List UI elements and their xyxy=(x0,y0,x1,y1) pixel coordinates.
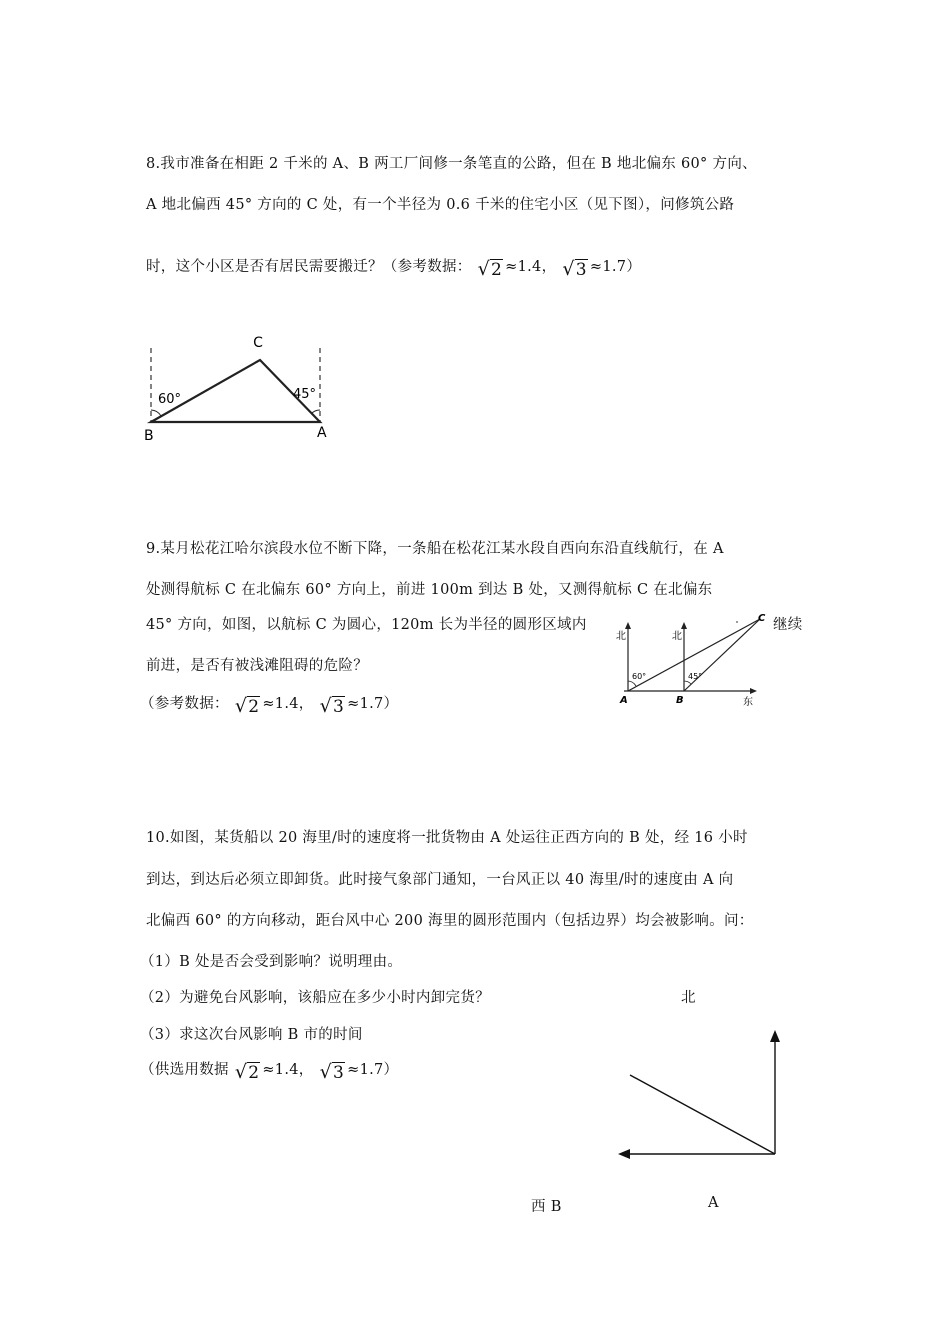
q8-angle-arc-b xyxy=(151,410,161,416)
q10-label-a: A xyxy=(708,1195,719,1211)
q9-approx-3: ≈1.7） xyxy=(347,696,399,712)
q9-north-arrow-a xyxy=(625,622,631,629)
q9-angle-a: 60° xyxy=(632,672,647,681)
q10-label-west-b: 西 B xyxy=(531,1199,562,1215)
sqrt-2-symbol: √2 xyxy=(234,695,260,717)
q9-angle-arc-b xyxy=(684,681,691,684)
sqrt-3-symbol: √3 xyxy=(319,1061,345,1083)
sqrt-2-symbol: √2 xyxy=(477,258,503,280)
q8-angle-a: 45° xyxy=(293,387,317,402)
q9-north-arrow-b xyxy=(681,622,687,629)
q9-east-label: 东 xyxy=(743,697,753,708)
q9-dot-c xyxy=(736,621,738,623)
q10-west-arrow xyxy=(618,1149,630,1159)
q9-line-3a: 45° 方向，如图，以航标 C 为圆心，120m 长为半径的圆形区域内 xyxy=(146,617,587,633)
sqrt-3-symbol: √3 xyxy=(319,695,345,717)
q10-line-3: 北偏西 60° 的方向移动，距台风中心 200 海里的圆形范围内（包括边界）均会被影响。问： xyxy=(146,913,754,929)
q9-angle-b: 45° xyxy=(688,672,703,681)
q9-figure xyxy=(610,605,775,715)
q9-north-label-a: 北 xyxy=(616,631,626,642)
q8-line-3 xyxy=(146,255,641,280)
q9-line-2: 处测得航标 C 在北偏东 60° 方向上，前进 100m 到达 B 处，又测得航标 C 在北偏东 xyxy=(146,582,713,598)
q8-approx-3: ≈1.7） xyxy=(589,259,642,275)
q10-approx-2: ≈1.4， xyxy=(262,1062,314,1078)
q10-north-label: 北 xyxy=(681,990,696,1006)
q10-sub-1: （1）B 处是否会受到影响？说明理由。 xyxy=(140,954,403,970)
q8-angle-b: 60° xyxy=(158,392,182,407)
q9-north-label-b: 北 xyxy=(672,631,682,642)
q10-figure xyxy=(610,1020,790,1170)
q9-angle-arc-a xyxy=(628,681,636,686)
q8-line-3-text: 时，这个小区是否有居民需要搬迁？（参考数据： xyxy=(146,259,472,275)
q8-label-b: B xyxy=(144,428,154,444)
q9-east-arrow xyxy=(750,688,757,694)
q10-north-arrow xyxy=(770,1030,780,1042)
q9-line-4: 前进，是否有被浅滩阻碍的危险？ xyxy=(146,658,368,674)
q9-line-1: 9.某月松花江哈尔滨段水位不断下降，一条船在松花江某水段自西向东沿直线航行，在 A xyxy=(146,541,724,557)
q9-line-5 xyxy=(140,692,398,717)
q8-approx-2: ≈1.4， xyxy=(505,259,557,275)
q10-line-2: 到达，到达后必须立即卸货。此时接气象部门通知，一台风正以 40 海里/时的速度由 A 向 xyxy=(146,872,734,888)
q9-approx-2: ≈1.4， xyxy=(262,696,314,712)
q8-line-1: 8.我市准备在相距 2 千米的 A、B 两工厂间修一条笔直的公路，但在 B 地北偏东 60° 方向、 xyxy=(146,156,757,172)
q8-figure xyxy=(140,330,340,445)
sqrt-2-symbol: √2 xyxy=(234,1061,260,1083)
q8-label-a: A xyxy=(317,425,327,441)
q10-line-1: 10.如图，某货船以 20 海里/时的速度将一批货物由 A 处运往正西方向的 B 处，经 16 小时 xyxy=(146,830,748,846)
q9-line-3b: 继续 xyxy=(773,617,803,633)
q10-sub-2: （2）为避免台风影响，该船应在多少小时内卸完货？ xyxy=(140,990,490,1006)
q10-approx-3: ≈1.7） xyxy=(347,1062,399,1078)
q8-label-c: C xyxy=(253,335,263,351)
q8-line-2: A 地北偏西 45° 方向的 C 处，有一个半径为 0.6 千米的住宅小区（见下图），问修筑公路 xyxy=(146,197,735,213)
q10-sub-3: （3）求这次台风影响 B 市的时间 xyxy=(140,1027,363,1043)
sqrt-3-symbol: √3 xyxy=(562,258,587,280)
q9-line-5-text: （参考数据： xyxy=(140,696,229,712)
q9-label-c: C xyxy=(758,613,766,624)
q9-label-b: B xyxy=(676,695,684,706)
q10-sub-4-text: （供选用数据 xyxy=(140,1062,229,1078)
q10-typhoon-path xyxy=(630,1075,775,1154)
q10-sub-4 xyxy=(140,1058,398,1083)
q9-label-a: A xyxy=(620,695,628,706)
